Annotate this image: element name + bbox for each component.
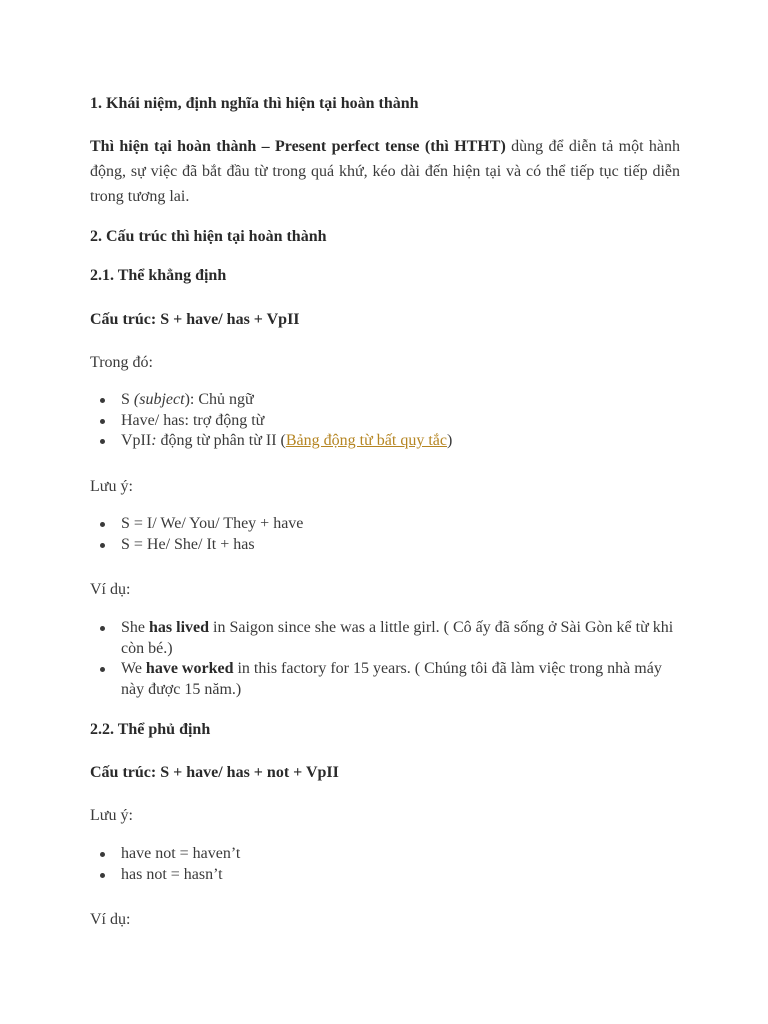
section-1-paragraph (90, 134, 680, 209)
list-item (90, 390, 680, 411)
notes-list (90, 514, 680, 555)
contractions-list (90, 844, 680, 885)
subsection-2-1-heading: 2.1. Thể khẳng định (90, 267, 227, 284)
item-bold: have worked (145, 660, 234, 677)
item-text: VpII (121, 432, 152, 449)
list-item (90, 618, 680, 659)
list-item: S = I/ We/ You/ They + have (90, 514, 680, 535)
example-label: Ví dụ: (90, 581, 131, 598)
item-text: động từ phân từ II ( (156, 432, 286, 449)
note-label: Lưu ý: (90, 478, 133, 495)
negative-structure: Cấu trúc: S + have/ has + not + VpII (90, 764, 339, 781)
subsection-2-2-heading: 2.2. Thể phủ định (90, 721, 211, 738)
section-2-heading: 2. Cấu trúc thì hiện tại hoàn thành (90, 228, 327, 245)
item-text: She (121, 619, 149, 636)
trong-do-label: Trong đó: (90, 354, 153, 371)
note-label-2: Lưu ý: (90, 807, 133, 824)
paragraph-bold-term: Thì hiện tại hoàn thành – Present perfect tense (thì HTHT) (90, 138, 506, 155)
item-bold: has lived (149, 619, 210, 636)
list-item: has not = hasn’t (90, 865, 680, 886)
list-item: S = He/ She/ It + has (90, 535, 680, 556)
list-item (90, 659, 680, 700)
item-text: ): Chủ ngữ (184, 391, 254, 408)
item-text: in this factory for 15 years. ( Chúng tôi đã làm việc trong nhà máy này được 15 năm.) (121, 660, 662, 698)
definitions-list (90, 390, 680, 452)
list-item: have not = haven’t (90, 844, 680, 865)
item-italic: : (151, 432, 157, 449)
paragraph-text: dùng để diễn tả một hành động, sự việc đã bắt đầu từ trong quá khứ, kéo dài đến hiện tại và có thể tiếp tục tiếp diễn trong tương lai. (90, 138, 681, 205)
affirmative-structure: Cấu trúc: S + have/ has + VpII (90, 311, 300, 328)
item-text: S (121, 391, 134, 408)
item-italic: (subject (133, 391, 185, 408)
item-text: Have/ has: trợ động từ (121, 411, 265, 429)
list-item (90, 411, 680, 432)
item-text: in Saigon since she was a little girl. ( Cô ấy đã sống ở Sài Gòn kể từ khi còn bé.) (121, 619, 674, 657)
item-text: ) (446, 432, 453, 449)
list-item (90, 431, 680, 452)
irregular-verbs-link[interactable]: Bảng động từ bất quy tắc (285, 432, 447, 449)
example-label-2: Ví dụ: (90, 911, 131, 928)
item-text: We (121, 660, 146, 677)
section-1-heading: 1. Khái niệm, định nghĩa thì hiện tại hoàn thành (90, 95, 419, 112)
examples-list (90, 618, 680, 700)
